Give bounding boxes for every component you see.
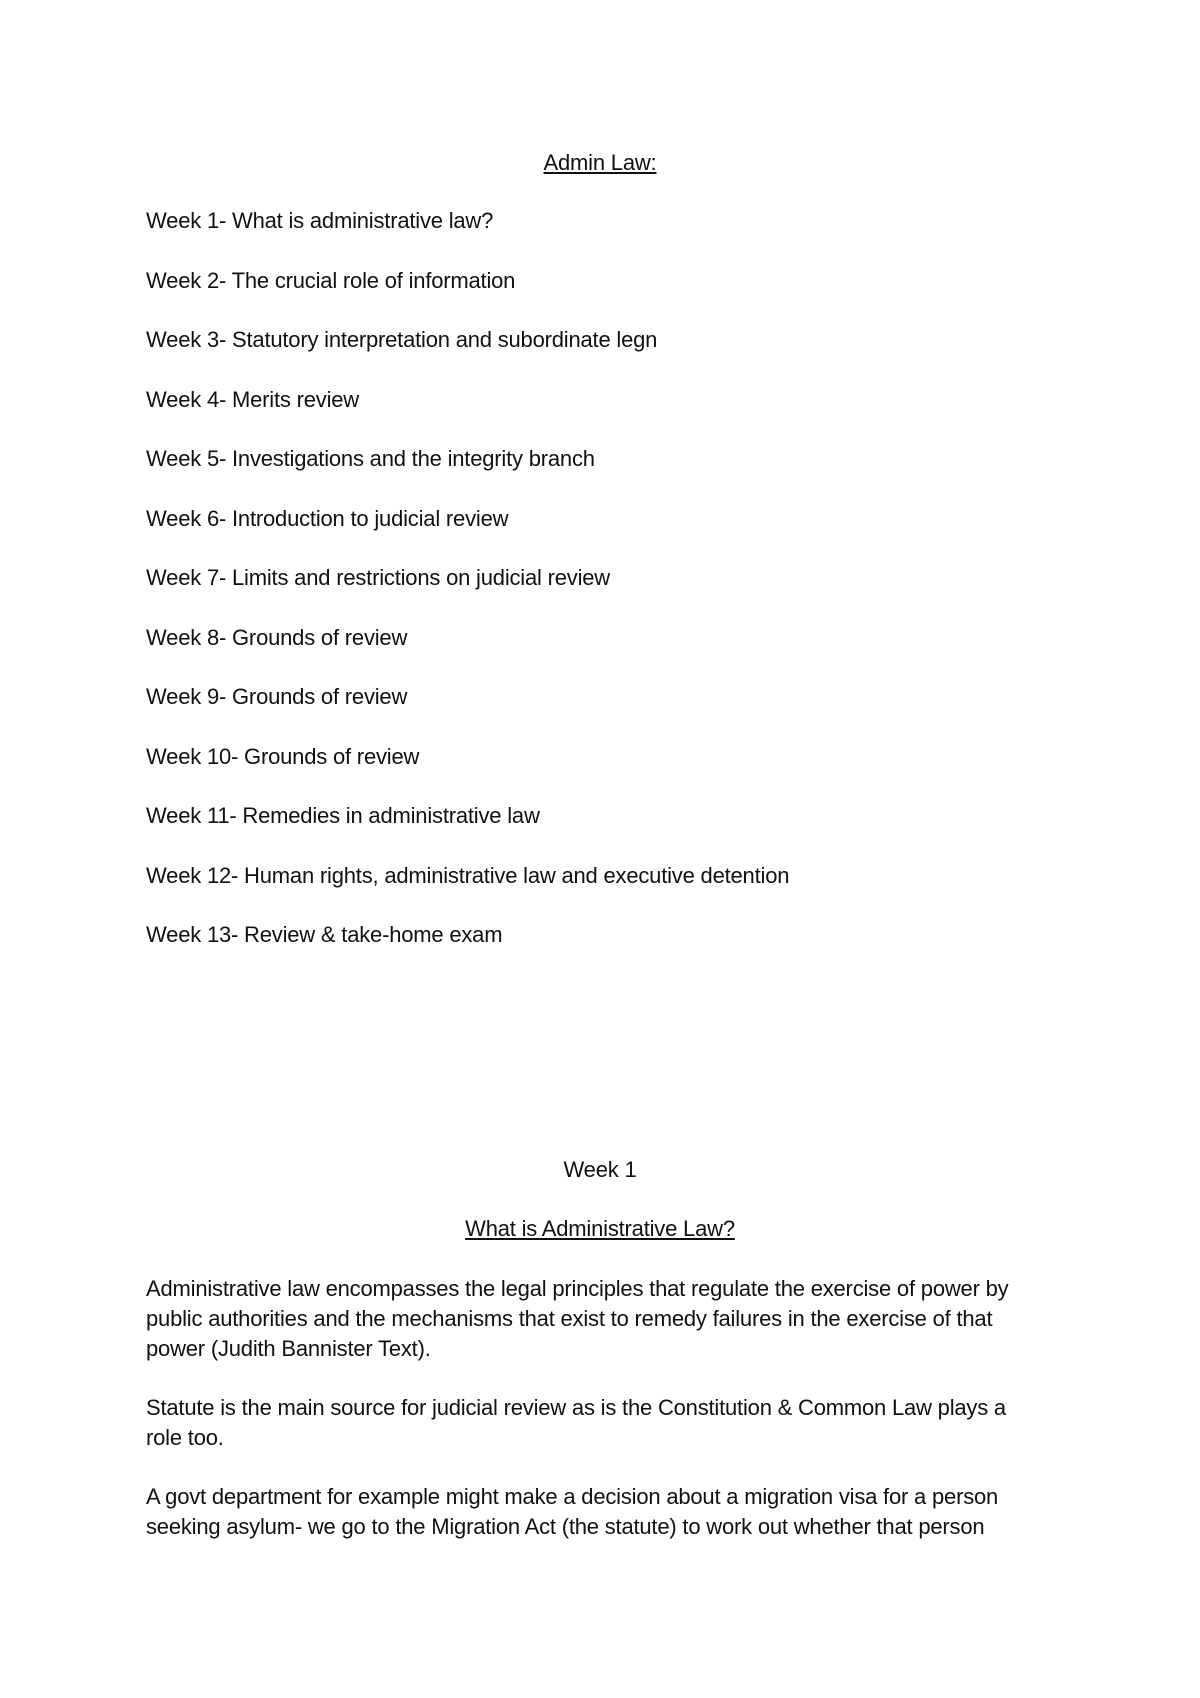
week-item: Week 3- Statutory interpretation and subordinate legn	[146, 327, 658, 352]
week-item: Week 7- Limits and restrictions on judicial review	[146, 565, 610, 590]
section-heading: Week 1	[563, 1157, 637, 1182]
week-item: Week 9- Grounds of review	[146, 684, 408, 709]
week-item: Week 6- Introduction to judicial review	[146, 505, 509, 531]
week-item: Week 8- Grounds of review	[146, 624, 408, 650]
week-item: Week 13- Review & take-home exam	[146, 922, 503, 947]
document-title: Admin Law:	[543, 150, 657, 175]
week-item: Week 5- Investigations and the integrity branch	[146, 446, 595, 471]
body-paragraph: A govt department for example might make a decision about a migration visa for a person seeking asylum- we go to the Migration Act (the statute) to work out whether that person	[146, 1484, 999, 1539]
section-subheading: What is Administrative Law?	[465, 1216, 735, 1241]
week-item: Week 11- Remedies in administrative law	[146, 803, 540, 828]
week-list	[146, 206, 789, 980]
body-paragraph: Statute is the main source for judicial review as is the Constitution & Common Law plays a role too.	[146, 1395, 1006, 1450]
section-body	[146, 1274, 1046, 1571]
week-item: Week 4- Merits review	[146, 386, 359, 412]
week-item: Week 2- The crucial role of information	[146, 267, 516, 293]
week-item: Week 10- Grounds of review	[146, 743, 420, 769]
week-item: Week 12- Human rights, administrative law and executive detention	[146, 862, 790, 888]
week-item: Week 1- What is administrative law?	[146, 208, 494, 233]
body-paragraph: Administrative law encompasses the legal principles that regulate the exercise of power by public authorities and the mechanisms that exist to remedy failures in the exercise of that power (Judith Bannister Text).	[146, 1276, 1009, 1361]
